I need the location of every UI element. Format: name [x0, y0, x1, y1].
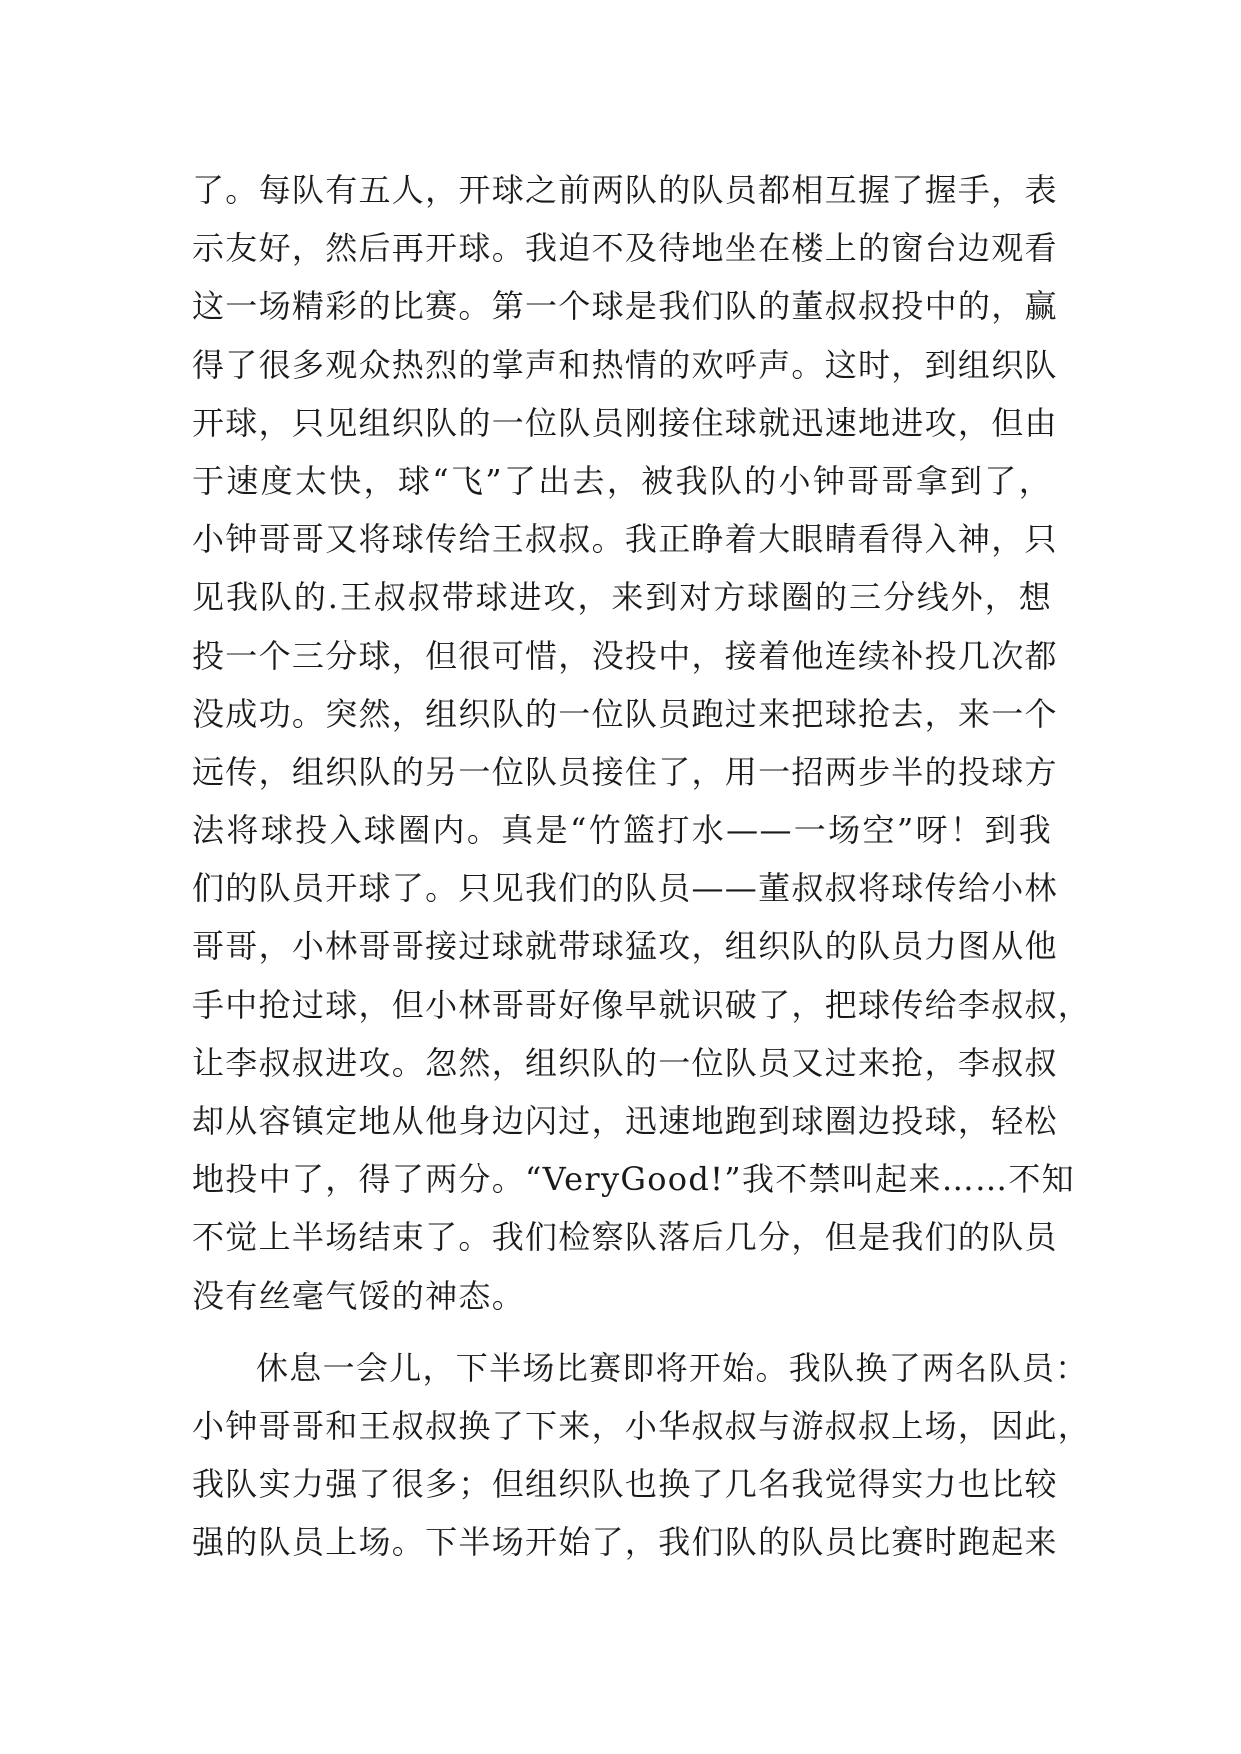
text-line: 小钟哥哥和王叔叔换了下来，小华叔叔与游叔叔上场，因此，: [192, 1406, 1092, 1445]
text-line: 于速度太快，球“飞”了出去，被我队的小钟哥哥拿到了，: [192, 461, 1052, 500]
text-line: 让李叔叔进攻。忽然，组织队的一位队员又过来抢，李叔叔: [192, 1043, 1058, 1082]
text-line: 见我队的.王叔叔带球进攻，来到对方球圈的三分线外，想: [192, 578, 1052, 617]
text-line: 示友好，然后再开球。我迫不及待地坐在楼上的窗台边观看: [192, 229, 1058, 268]
text-line: 们的队员开球了。只见我们的队员——董叔叔将球传给小林: [192, 869, 1058, 908]
text-line: 手中抢过球，但小林哥哥好像早就识破了，把球传给李叔叔，: [192, 985, 1092, 1024]
text-line: 远传，组织队的另一位队员接住了，用一招两步半的投球方: [192, 752, 1058, 791]
text-line: 得了很多观众热烈的掌声和热情的欢呼声。这时，到组织队: [192, 345, 1058, 384]
paragraph-spacer: [192, 1325, 1052, 1339]
text-line: 了。每队有五人，开球之前两队的队员都相互握了握手，表: [192, 171, 1058, 209]
text-line: 我队实力强了很多；但组织队也换了几名我觉得实力也比较: [192, 1465, 1058, 1504]
text-line: 这一场精彩的比赛。第一个球是我们队的董叔叔投中的，赢: [192, 287, 1058, 326]
text-line: 强的队员上场。下半场开始了，我们队的队员比赛时跑起来: [192, 1523, 1058, 1562]
text-line: 却从容镇定地从他身边闪过，迅速地跑到球圈边投球，轻松: [192, 1102, 1058, 1140]
paragraph-1: [192, 161, 1092, 1325]
text-line: 地投中了，得了两分。“VeryGood!”我不禁叫起来……不知: [192, 1160, 1075, 1199]
text-line: 法将球投入球圈内。真是“竹篮打水——一场空”呀！到我: [192, 811, 1052, 850]
document-page: [192, 161, 1092, 1572]
text-line: 小钟哥哥又将球传给王叔叔。我正睁着大眼睛看得入神，只: [192, 520, 1058, 559]
paragraph-2: [192, 1339, 1092, 1572]
text-line: 哥哥，小林哥哥接过球就带球猛攻，组织队的队员力图从他: [192, 927, 1058, 966]
text-line: 开球，只见组织队的一位队员刚接住球就迅速地进攻，但由: [192, 403, 1058, 442]
text-line: 休息一会儿，下半场比赛即将开始。我队换了两名队员：: [256, 1348, 1089, 1387]
text-line: 不觉上半场结束了。我们检察队落后几分，但是我们的队员: [192, 1218, 1058, 1257]
text-line: 没有丝毫气馁的神态。: [192, 1276, 526, 1315]
text-line: 投一个三分球，但很可惜，没投中，接着他连续补投几次都: [192, 636, 1058, 675]
text-line: 没成功。突然，组织队的一位队员跑过来把球抢去，来一个: [192, 694, 1058, 733]
